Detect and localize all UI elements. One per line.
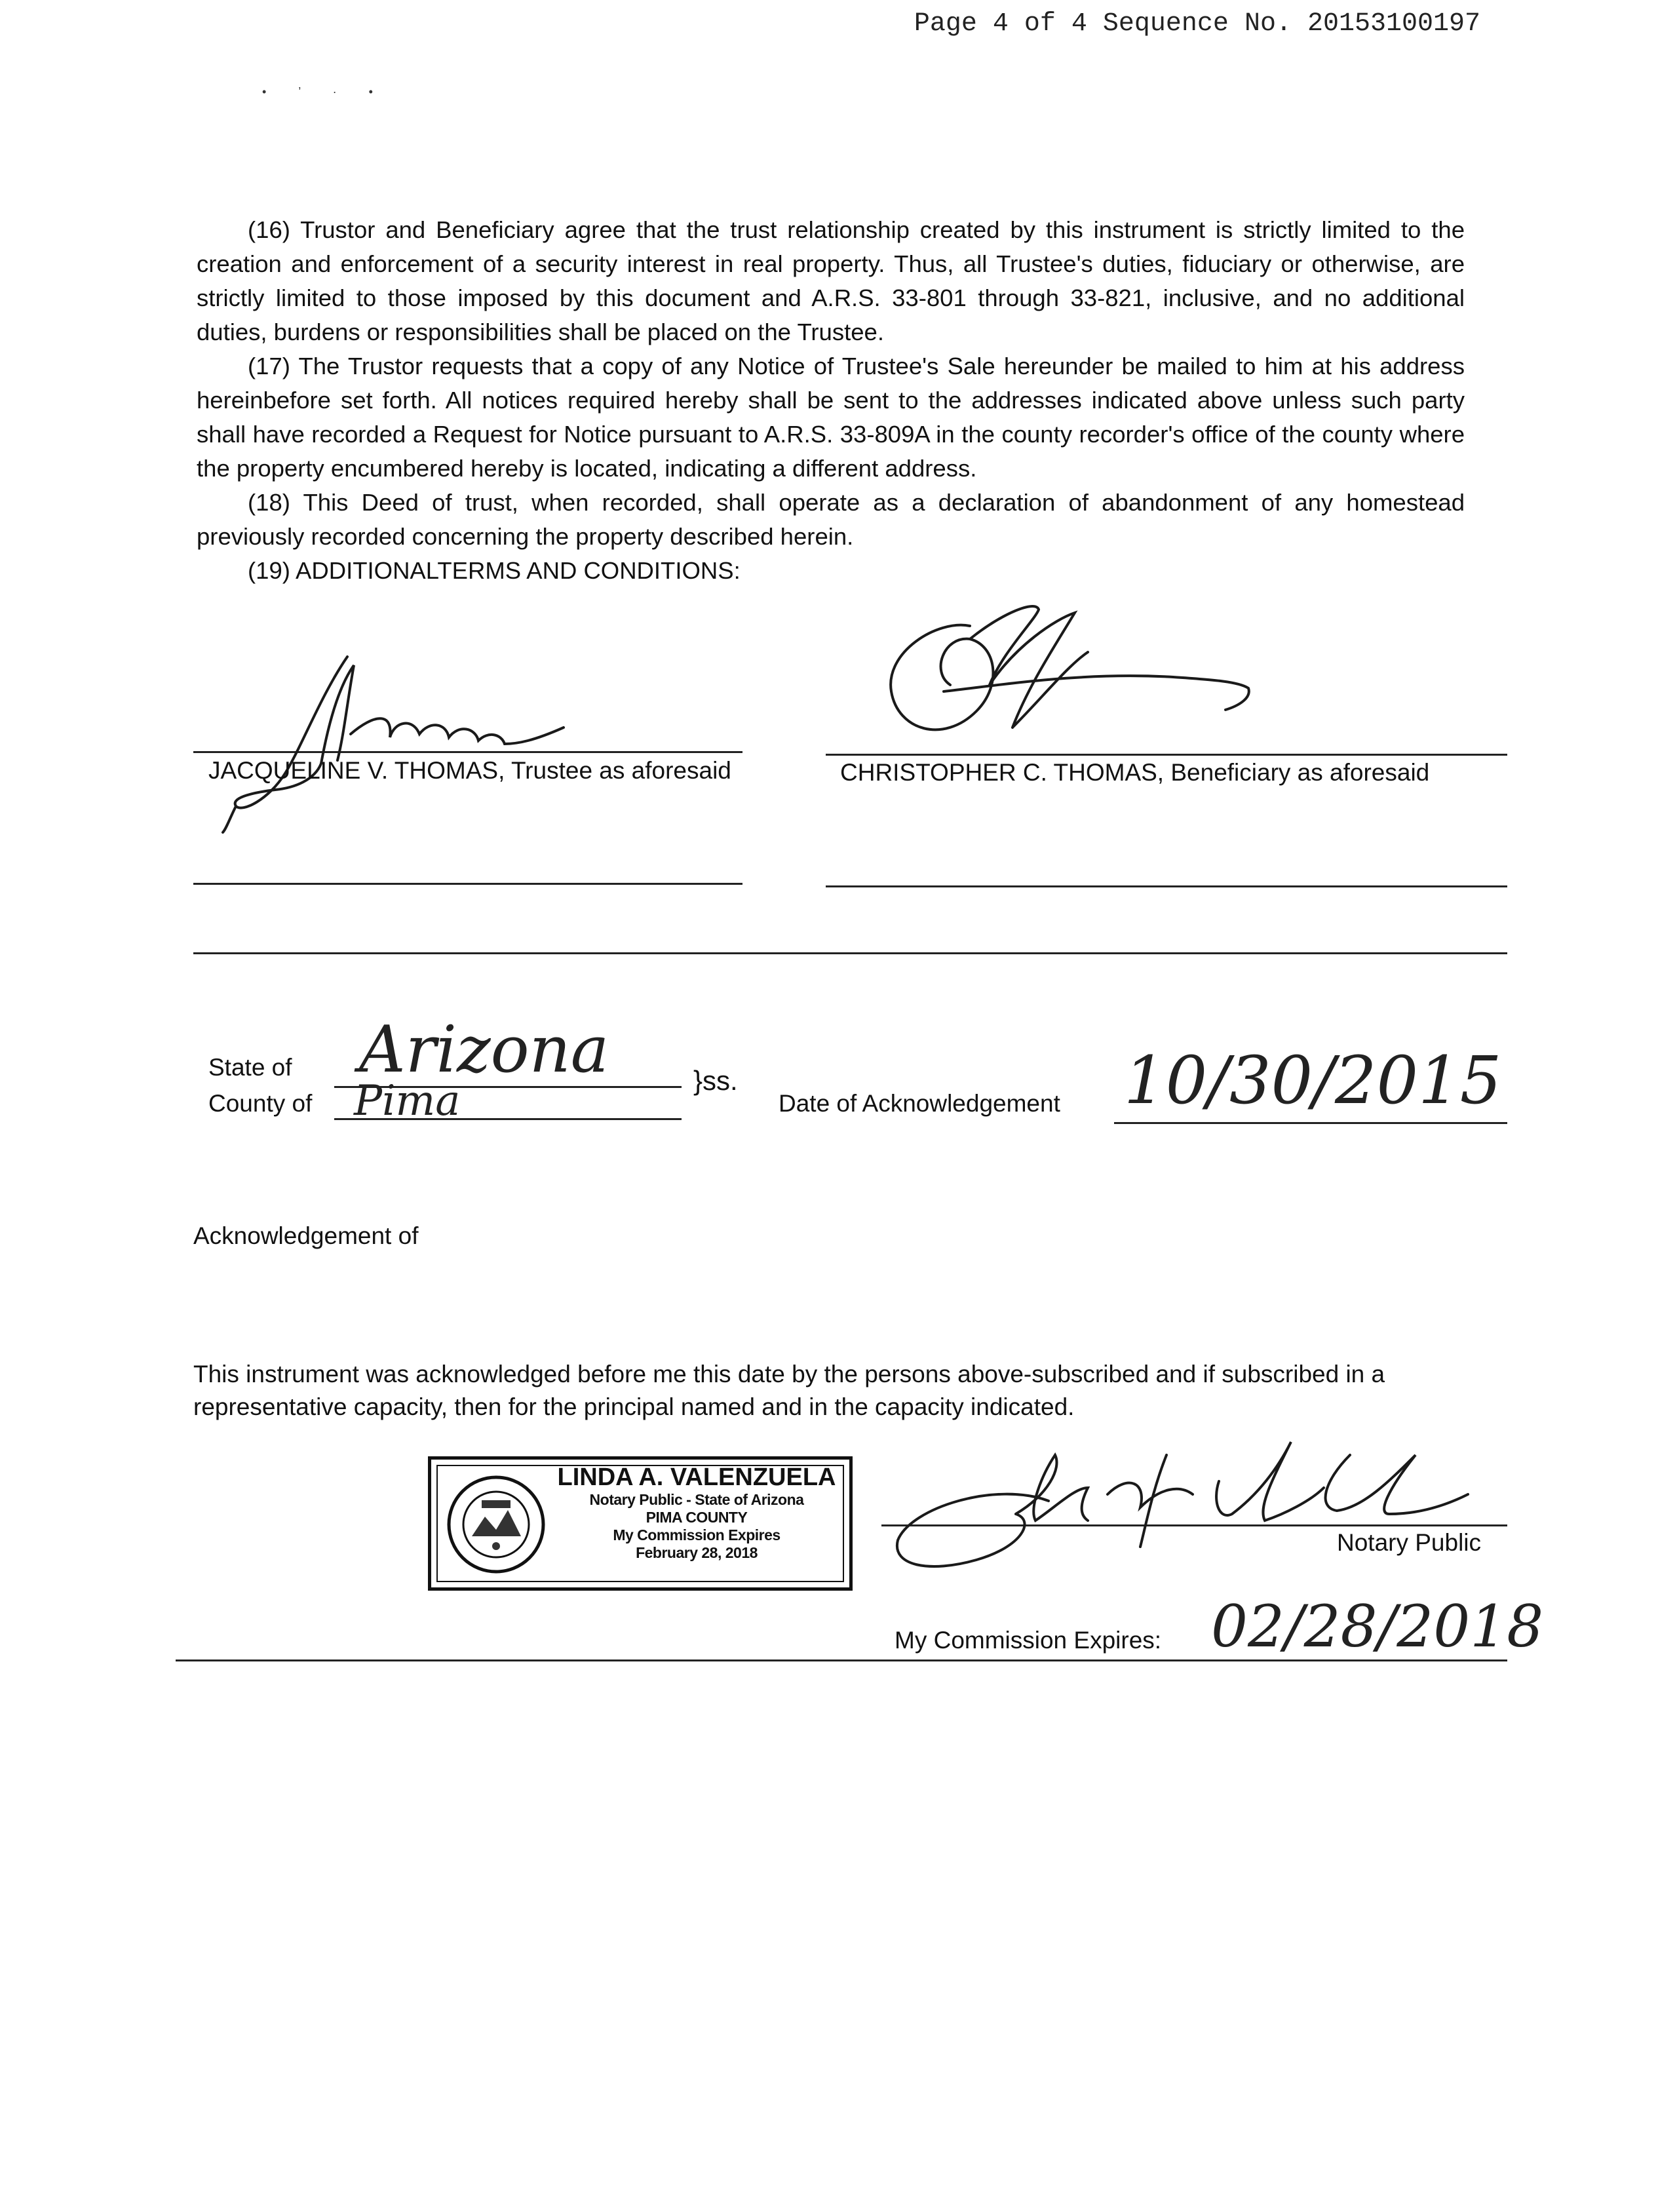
scan-specks: • ’ · • bbox=[262, 85, 387, 98]
county-handwritten: Pima bbox=[354, 1077, 461, 1125]
stamp-notary-name: LINDA A. VALENZUELA bbox=[557, 1464, 836, 1491]
commission-handwritten: 02/28/2018 bbox=[1211, 1593, 1544, 1660]
page-header: Page 4 of 4 Sequence No. 20153100197 bbox=[914, 9, 1480, 39]
paragraph-17: (17) The Trustor requests that a copy of any Notice of Trustee's Sale hereunder be mailed to him at his address hereinbefore set forth. All notices required hereby shall be sent to the addresses indicated above unless such party shall have recorded a Request for Notice pursuant to A.R.S. 33-809A in the county recorder's office of the county where the property encumbered hereby is located, indicating a different address. bbox=[197, 353, 1465, 482]
date-ack-label: Date of Acknowledgement bbox=[779, 1090, 1060, 1117]
blank-line-full bbox=[193, 952, 1507, 954]
paragraph-18: (18) This Deed of trust, when recorded, shall operate as a declaration of abandonment of any homestead previously recorded concerning the property described herein. bbox=[197, 489, 1465, 550]
trustee-signature bbox=[223, 649, 603, 826]
blank-line-right bbox=[826, 885, 1507, 887]
notary-stamp bbox=[428, 1456, 853, 1591]
date-ack-handwritten: 10/30/2015 bbox=[1124, 1042, 1502, 1119]
state-seal bbox=[446, 1474, 547, 1576]
terms-body bbox=[197, 213, 1465, 588]
bottom-rule bbox=[176, 1659, 1507, 1661]
ack-statement: This instrument was acknowledged before me this date by the persons above-subscribed and if subscribed in a representative capacity, then for the principal named and in the capacity indicated. bbox=[193, 1361, 1385, 1420]
paragraph-19: (19) ADDITIONALTERMS AND CONDITIONS: bbox=[248, 557, 741, 584]
stamp-line3: My Commission Expires bbox=[613, 1526, 781, 1543]
blank-line-left bbox=[193, 883, 742, 885]
ack-of-label: Acknowledgement of bbox=[193, 1222, 419, 1249]
commission-label: My Commission Expires: bbox=[895, 1627, 1162, 1654]
stamp-line2: PIMA COUNTY bbox=[646, 1509, 748, 1526]
date-ack-line bbox=[1114, 1122, 1507, 1124]
trustee-name-label: JACQUELINE V. THOMAS, Trustee as aforesaid bbox=[208, 757, 731, 784]
paragraph-16: (16) Trustor and Beneficiary agree that the trust relationship created by this instrument is strictly limited to the creation and enforcement of a security interest in real property. Thus, all Trustee's duties, fiduciary or otherwise, are strictly limited to those imposed by this document and A.R.S. 33-801 through 33-821, inclusive, and no additional duties, burdens or responsibilities shall be placed on the Trustee. bbox=[197, 216, 1465, 345]
notary-public-label: Notary Public bbox=[1337, 1529, 1482, 1556]
beneficiary-name-label: CHRISTOPHER C. THOMAS, Beneficiary as aforesaid bbox=[840, 759, 1430, 786]
county-label: County of bbox=[208, 1090, 313, 1117]
stamp-line4: February 28, 2018 bbox=[636, 1544, 758, 1561]
ss-mark: }ss. bbox=[693, 1065, 738, 1096]
stamp-line1: Notary Public - State of Arizona bbox=[589, 1491, 804, 1508]
state-handwritten: Arizona bbox=[359, 1013, 609, 1087]
state-label: State of bbox=[208, 1054, 292, 1081]
beneficiary-signature bbox=[872, 600, 1265, 764]
